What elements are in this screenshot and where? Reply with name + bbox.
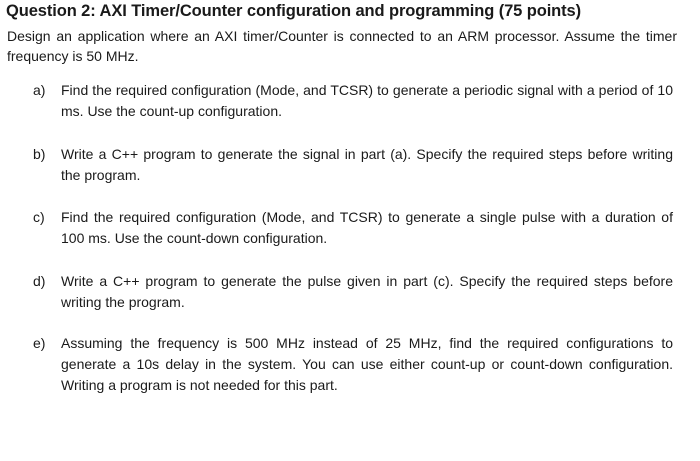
sub-question-b: [33, 144, 673, 186]
question-title: Question 2: AXI Timer/Counter configuration and programming (75 points): [6, 2, 582, 20]
sub-question-text: Find the required configuration (Mode, and TCSR) to generate a single pulse with a duration of 100 ms. Use the count-down configuration.: [61, 209, 673, 246]
sub-question-c: [33, 207, 673, 249]
sub-question-letter: d): [33, 273, 46, 289]
sub-question-letter: c): [33, 209, 45, 225]
sub-question-e: [33, 333, 673, 396]
sub-question-text: Write a C++ program to generate the pulse given in part (c). Specify the required steps before writing the program.: [61, 273, 673, 310]
sub-question-letter: b): [33, 146, 46, 162]
sub-question-text: Write a C++ program to generate the signal in part (a). Specify the required steps before writing the program.: [61, 146, 673, 183]
sub-question-letter: e): [33, 335, 46, 351]
sub-question-letter: a): [33, 82, 46, 98]
sub-question-text: Find the required configuration (Mode, and TCSR) to generate a periodic signal with a period of 10 ms. Use the count-up configuration.: [61, 82, 673, 119]
sub-question-a: [33, 80, 673, 122]
question-intro: Design an application where an AXI timer/Counter is connected to an ARM processor. Assume the timer frequency is 50 MHz.: [7, 28, 677, 64]
sub-question-text: Assuming the frequency is 500 MHz instead of 25 MHz, find the required configurations to generate a 10s delay in the system. You can use either count-up or count-down configuration. Writing a program is not needed for this part.: [61, 335, 673, 393]
sub-question-d: [33, 271, 673, 313]
